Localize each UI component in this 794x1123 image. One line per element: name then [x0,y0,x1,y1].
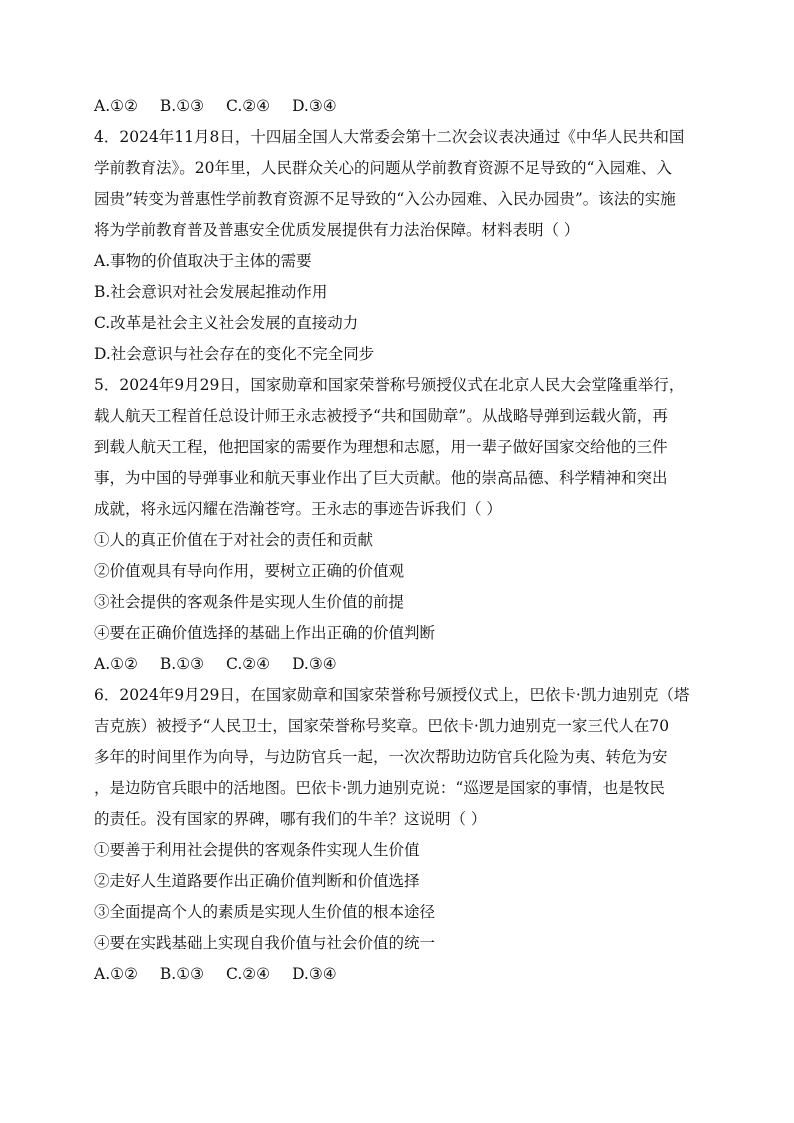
q4-stem-line: 学前教育法》。20年里，人民群众关心的问题从学前教育资源不足导致的“入园难、入 [94,159,672,177]
q5-option-c: C.②④ [226,655,271,673]
q3-options [94,91,700,122]
q5-option-a: A.①② [94,655,138,673]
q6-option-a: A.①② [94,965,138,983]
q6-statement-4: ④要在实践基础上实现自我价值与社会价值的统一 [94,934,436,952]
q5-stem-line: 到载人航天工程，他把国家的需要作为理想和志愿，用一辈子做好国家交给他的三件 [94,438,668,456]
question-5 [94,370,700,680]
question-6 [94,680,700,990]
q5-statement-2: ②价值观具有导向作用，要树立正确的价值观 [94,562,405,580]
q5-option-d: D.③④ [292,655,337,673]
q4-stem-line: 园贵”转变为普惠性学前教育资源不足导致的“入公办园难、入民办园贵”。该法的实施 [94,190,676,208]
q4-choice-b: B.社会意识对社会发展起推动作用 [94,283,328,301]
q6-option-d: D.③④ [292,965,337,983]
q4-choice-d: D.社会意识与社会存在的变化不完全同步 [94,345,375,363]
q6-statement-1: ①要善于利用社会提供的客观条件实现人生价值 [94,841,420,859]
q3-option-d: D.③④ [292,97,337,115]
q5-option-b: B.①③ [159,655,205,673]
q3-option-c: C.②④ [226,97,271,115]
q5-statement-3: ③社会提供的客观条件是实现人生价值的前提 [94,593,405,611]
q6-stem-line: 吉克族）被授予“人民卫士，国家荣誉称号奖章。巴依卡·凯力迪别克一家三代人在70 [94,717,670,735]
q6-options [94,959,700,990]
q3-option-b: B.①③ [159,97,205,115]
q6-statement-2: ②走好人生道路要作出正确价值判断和价值选择 [94,872,420,890]
q5-options [94,649,700,680]
q5-statement-4: ④要在正确价值选择的基础上作出正确的价值判断 [94,624,436,642]
q5-stem-line: 成就，将永远闪耀在浩瀚苍穹。王永志的事迹告诉我们（ ） [94,500,502,518]
q4-choice-c: C.改革是社会主义社会发展的直接动力 [94,314,359,332]
q5-stem-line: 5．2024年9月29日，国家勋章和国家荣誉称号颁授仪式在北京人民大会堂隆重举行， [94,376,685,394]
question-4 [94,122,700,370]
q5-statement-1: ①人的真正价值在于对社会的责任和贡献 [94,531,374,549]
q3-option-a: A.①② [94,97,138,115]
exam-page [94,91,700,990]
q6-statement-3: ③全面提高个人的素质是实现人生价值的根本途径 [94,903,436,921]
q6-stem-line: 6．2024年9月29日，在国家勋章和国家荣誉称号颁授仪式上，巴依卡·凯力迪别克（塔 [94,686,690,704]
q6-option-c: C.②④ [226,965,271,983]
q6-option-b: B.①③ [159,965,205,983]
q6-stem-line: 多年的时间里作为向导，与边防官兵一起，一次次帮助边防官兵化险为夷、转危为安 [94,748,668,766]
q6-stem-line: 的责任。没有国家的界碑，哪有我们的牛羊？这说明（ ） [94,810,487,828]
q5-stem-line: 事，为中国的导弹事业和航天事业作出了巨大贡献。他的崇高品德、科学精神和突出 [94,469,668,487]
q6-stem-line: ，是边防官兵眼中的活地图。巴依卡·凯力迪别克说：“巡逻是国家的事情，也是牧民 [94,779,665,797]
q4-choice-a: A.事物的价值取决于主体的需要 [94,252,312,270]
q4-stem-line: 将为学前教育普及普惠安全优质发展提供有力法治保障。材料表明（ ） [94,221,580,239]
q4-stem-line: 4．2024年11月8日，十四届全国人大常委会第十二次会议表决通过《中华人民共和国 [94,128,685,146]
q5-stem-line: 载人航天工程首任总设计师王永志被授予“共和国勋章”。从战略导弹到运载火箭，再 [94,407,668,425]
